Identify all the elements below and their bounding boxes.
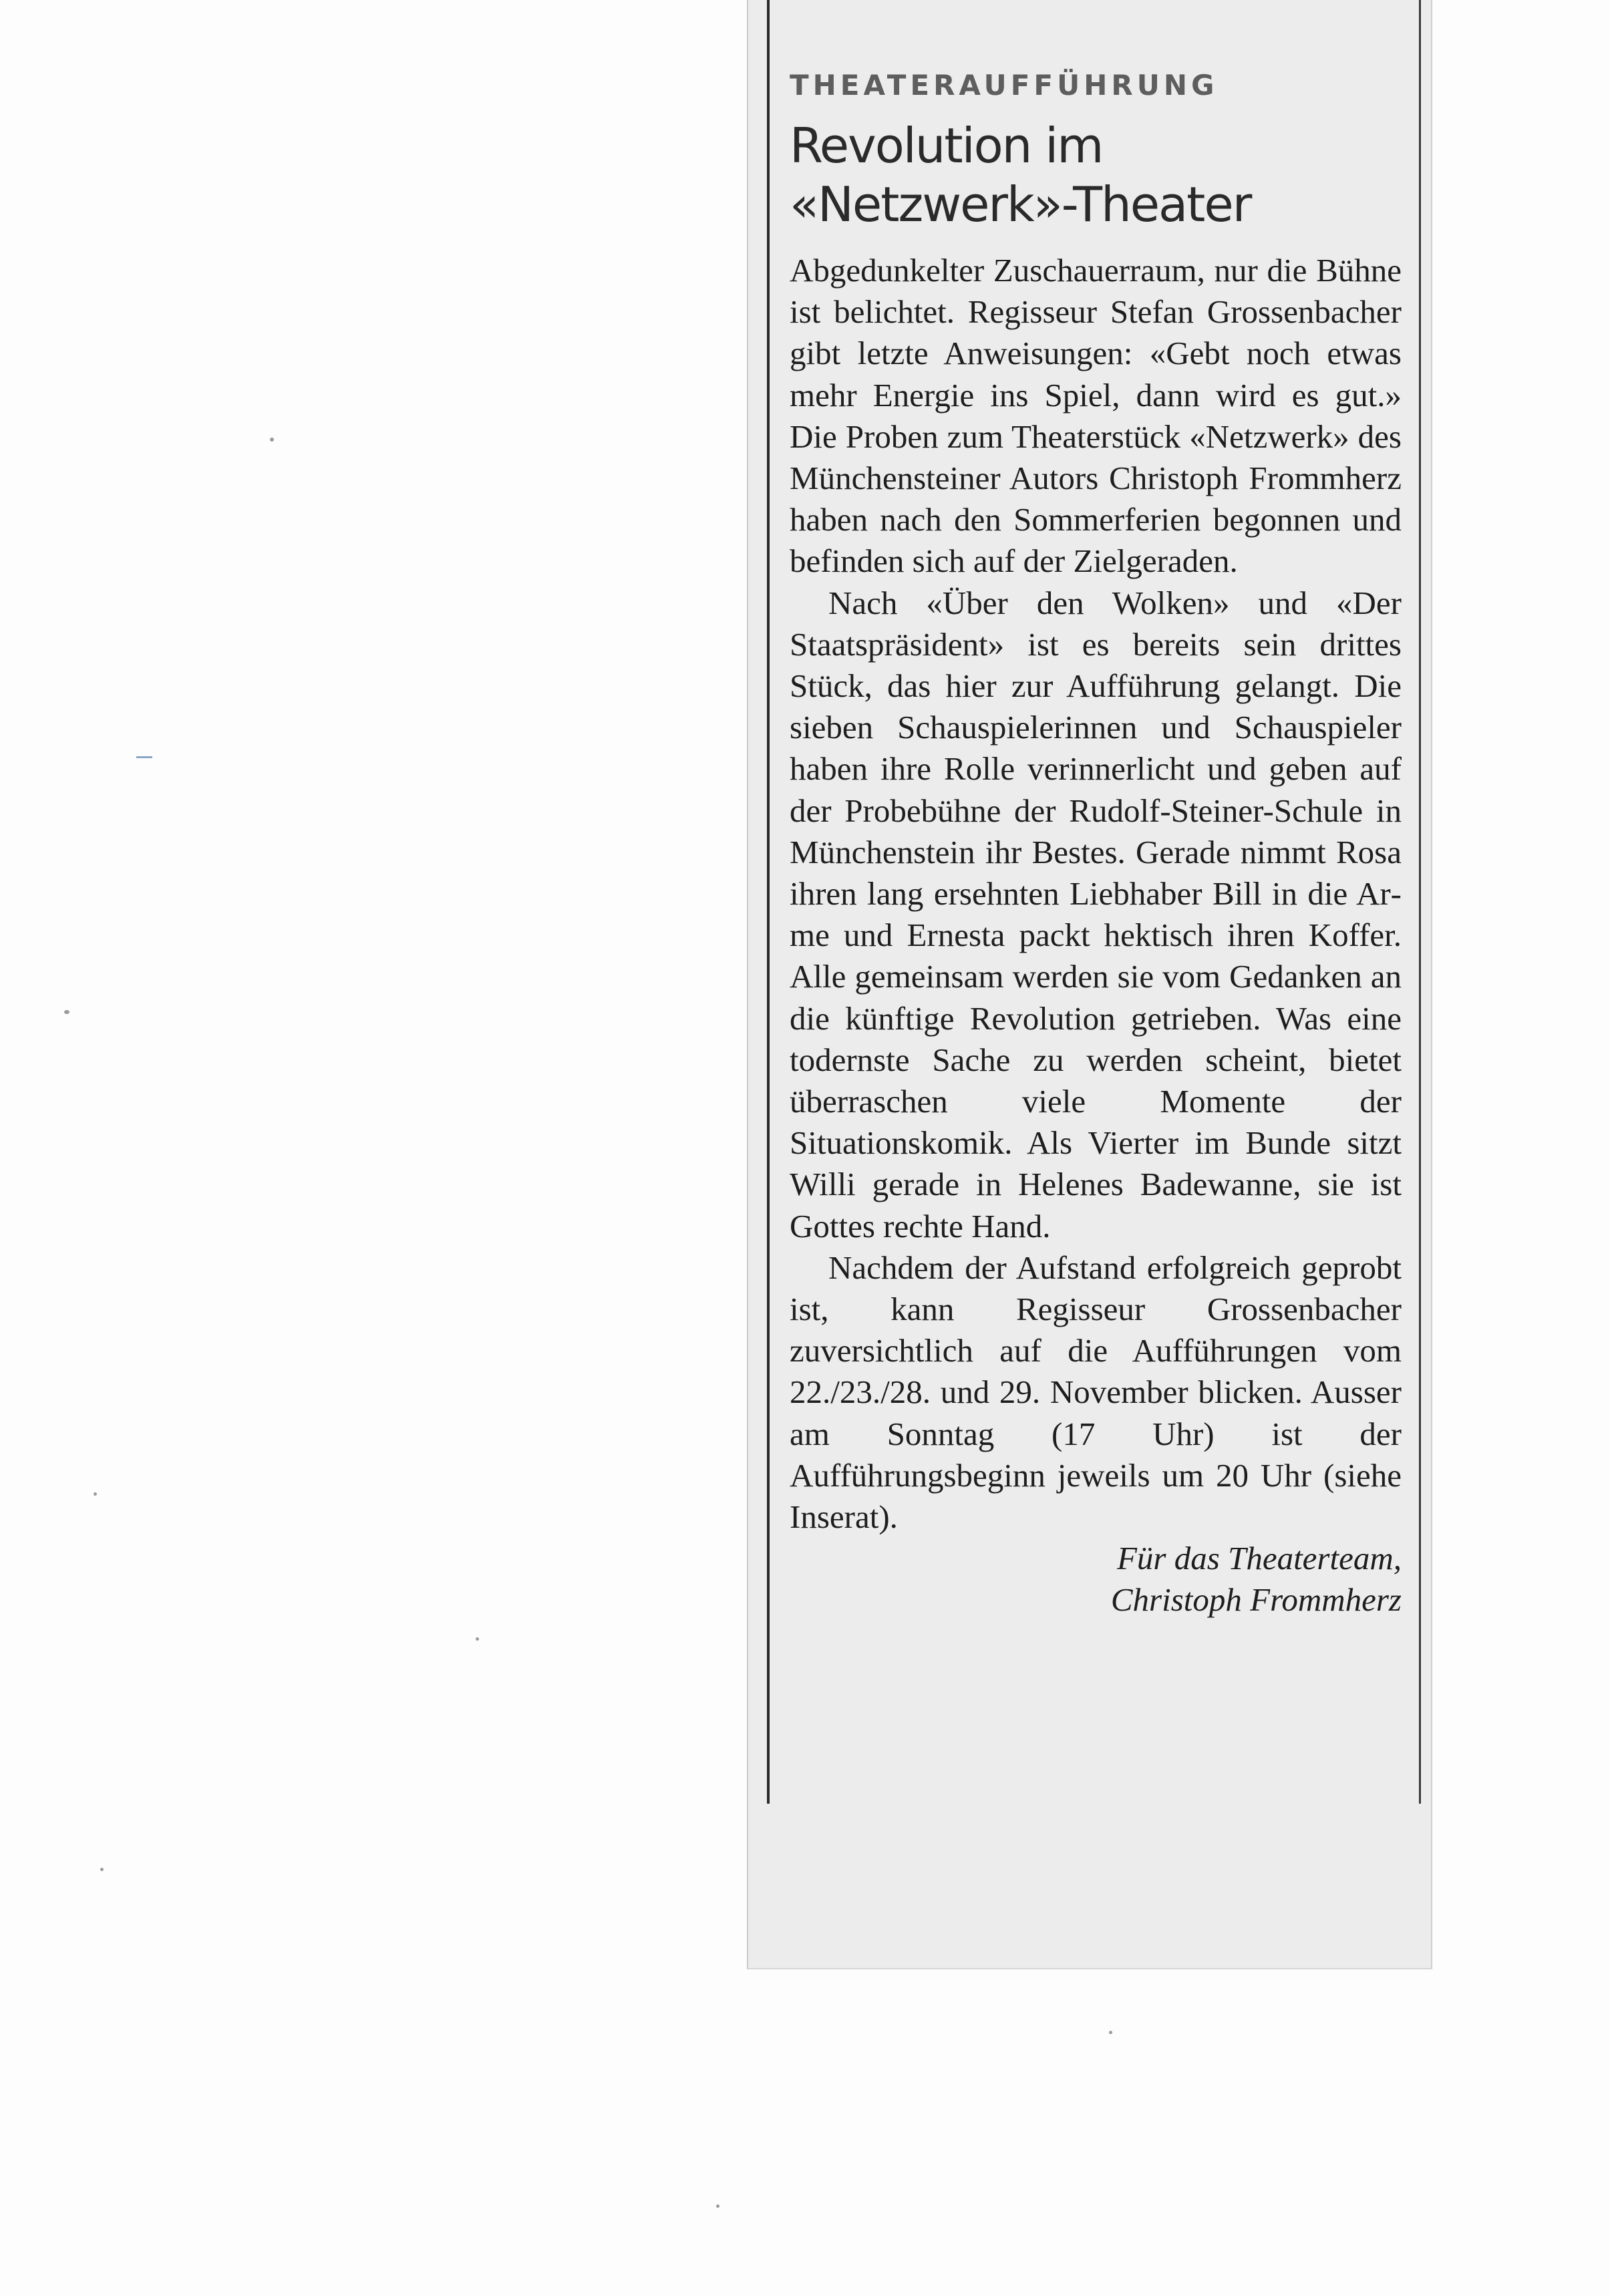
paragraph-3: Nachdem der Aufstand erfolgreich geprobt ist, kann Regisseur Grossenbacher zuversichtlich auf die Aufführungen vom 22./23./28. und 29. November blicken. Ausser am Sonntag (17 Uhr) ist der Aufführungsbeginn jeweils um 20 Uhr (siehe Inserat). xyxy=(790,1249,1402,1536)
paragraph-2: Nach «Über den Wolken» und «Der Staatspräsident» ist es bereits sein drittes Stück, das hier zur Aufführung gelangt. Die sieben Schauspielerinnen und Schauspieler haben ihre Rolle verinnerlicht und geben auf der Probebühne der Rudolf-Steiner-Schule in Münchenstein ihr Bestes. Gerade nimmt Rosa ihren lang ersehnten Liebhaber Bill in die Arme und Ernesta packt hektisch ihren Koffer. Alle gemeinsam werden sie vom Gedanken an die künftige Revolution getrieben. Was eine todernste Sache zu werden scheint, bietet überraschen viele Momente der Situationskomik. Als Vierter im Bunde sitzt Willi gerade in Helenes Badewanne, sie ist Gottes rechte Hand. xyxy=(790,584,1402,1245)
signature xyxy=(790,1538,1402,1621)
scan-speck xyxy=(476,1637,479,1641)
scan-speck xyxy=(94,1492,97,1496)
scan-speck xyxy=(64,1010,69,1014)
signature-line-1: Für das Theaterteam, xyxy=(1117,1540,1402,1577)
column-rule-left xyxy=(767,0,770,1804)
article-headline xyxy=(790,116,1402,234)
article xyxy=(790,69,1402,1621)
column-rule-right xyxy=(1419,0,1421,1804)
article-kicker: THEATERAUFFÜHRUNG xyxy=(790,69,1219,102)
scan-speck xyxy=(270,438,274,442)
headline-line-2: «Netzwerk»-Theater xyxy=(790,176,1251,232)
signature-line-2: Christoph Frommherz xyxy=(1110,1581,1402,1619)
scan-mark xyxy=(136,756,152,758)
scan-speck xyxy=(1109,2031,1112,2034)
scan-speck xyxy=(716,2204,719,2208)
headline-line-1: Revolution im xyxy=(790,118,1103,174)
scan-speck xyxy=(100,1868,104,1871)
paragraph-1: Abgedunkelter Zuschauerraum, nur die Bühne ist belichtet. Regisseur Stefan Grossenbacher gibt letzte Anweisungen: «Gebt noch etwas mehr Energie ins Spiel, dann wird es gut.» Die Proben zum Theaterstück «Netzwerk» des Münchensteiner Autors Christoph Frommherz haben nach den Sommerferien begonnen und befinden sich auf der Zielgeraden. xyxy=(790,252,1402,580)
